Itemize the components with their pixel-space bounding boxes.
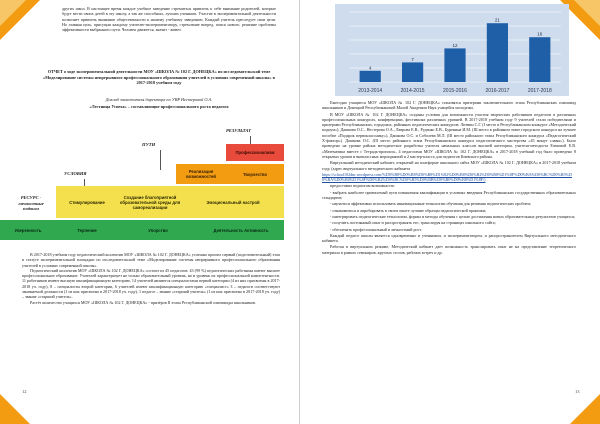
paragraph: Педагогический коллектив МОУ «ШКОЛА № 102 Г. ДОНЕЦКА» состоит из 45 педагогов: 43 (99 %) педагогических работника имеют высшее профессиональное образование. Учителей характеризует не только образовательный уровень, но и уровень их профессиональной компетентности. 11 работников имеют высшую квалификационную категорию, 14 учителей являются специалистами первой категории (4 из них присвоены в 2017-2018 уч. году), 8 – специалисты второй категории, 6 учителей имеют квалификационную категорию «специалист» 3 – педагоги соответствуют занимаемой должности (1 из них присвоено в 2017-2018 уч. году), 1 педагог – звание «старший учитель» (1 из них присвоено в 2017-2018 уч. году) – звание «старший учитель».	[22, 267, 280, 300]
step-professionalism: Профессионализм	[226, 144, 284, 161]
right-body-text	[322, 100, 576, 256]
step-persistence: Упорство	[118, 220, 198, 240]
report-title: ОТЧЕТ о ходе экспериментальной деятельности МОУ «ШКОЛА № 102 Г. ДОНЕЦКА» по исследовательской теме «Моделирование системы непрерывного профессионального образования учителей в условиях современной школы» в 2017-2018 учебном году	[43, 69, 275, 85]
paragraph: - научиться эффективно использовать инновационные технологии обучения для решения педагогических проблем;	[330, 201, 532, 207]
olympiad-winners-bar-chart	[335, 4, 569, 96]
chart-value-label: 7	[411, 56, 414, 62]
chart-value-label: 16	[537, 31, 543, 37]
success-staircase-diagram	[0, 124, 300, 244]
paragraph: - обеспечить профессиональный и личностный рост.	[330, 226, 422, 232]
chart-category-label: 2017-2018	[527, 88, 552, 94]
paragraph: В 2017-2018 учебном году педагогический коллектив МОУ «ШКОЛА № 102 Г. ДОНЕЦКА» успешно прошел первый (подготовительный) этап в статусе экспериментальной площадки по исследовательской теме «Моделирование системы непрерывного профессионального образования учителей в условиях современной школы».	[22, 252, 280, 268]
axis-path-label: ПУТИ	[142, 142, 156, 147]
chart-value-label: 4	[368, 65, 372, 71]
virtual-cabinet-link[interactable]: https://school102dnr.wordpress.com/%D0%B8%D0%B8%D0%B8%D1%82%D0%B8%D0%B2%D0%B8%D1%8F%D0%BA%D0%BC%D0%B5%D0%BA%D0%B0%D1%8F%D0%B2%D0%BC%D0%B5%D0%BB%D0%B0%D0%B8%D1%8F/)	[322, 171, 572, 183]
paragraph: - ознакомиться и апробировать в своем опыте лучшие образцы педагогической практики;	[330, 207, 487, 213]
paragraph: Растёт количество учащихся МОУ «ШКОЛА № 102 Г. ДОНЕЦКА» - призёров II этапа Республиканской олимпиады школьников.	[30, 299, 256, 305]
step-realization: Реализация возможностей	[176, 164, 226, 184]
corner-decoration	[0, 394, 30, 424]
diagram-title: «Лестница Успеха» – составляющие профессионального роста педагога	[89, 104, 229, 109]
chart-value-label: 12	[452, 42, 458, 48]
step-creativity: Творчество	[226, 164, 284, 184]
paragraph: предоставил педагогам возможность:	[330, 183, 396, 189]
arrow-line	[160, 150, 161, 170]
step-activity: Деятельность Активность	[198, 220, 284, 240]
chart-bar	[444, 48, 465, 82]
step-emotional-mood: Эмоциональный настрой	[182, 186, 284, 218]
chart-category-label: 2013-2014	[358, 88, 383, 94]
axis-resources-label: РЕСУРС - личностные подвиги	[18, 195, 44, 211]
paragraph: Ежегодно учащиеся МОУ «ШКОЛА № 102 Г. ДОНЕЦКА» становятся призерами заключительного этапа Республиканских олимпиад школьников и Донецкой Республиканской Малой Академии Наук учащейся молодежи.	[322, 100, 576, 111]
page-number-left: 12	[22, 389, 27, 394]
axis-result-label: РЕЗУЛЬТАТ	[226, 128, 252, 133]
step-patience: Терпение	[56, 220, 118, 240]
chart-category-label: 2016-2017	[485, 88, 510, 94]
corner-decoration	[0, 0, 40, 40]
step-confidence: Уверенность	[0, 220, 56, 240]
intro-paragraph: других школ. В настоящее время каждое учебное заведение стремиться привлечь к себе внимание родителей, которые будут вести своих детей в эту школу, а так же способных, лучших учеников. Участие в экспериментальной деятельности позволяет привлечь внимание общественности к нашему учебному заведению. Каждый учитель преследует свои цели. Но главная цель, присущая каждому учителю-экспериментатору, стремление вперед, поиск нового, решение проблемы эффективности выбранного пути. Человек движется, значит - живет.	[62, 6, 276, 33]
corner-decoration	[570, 394, 600, 424]
chart-bar	[360, 71, 381, 82]
paragraph: - интегрировать педагогические технологии, формы и методы обучения с целью достижения новых образовательных результатов учащихся;	[330, 213, 576, 219]
paragraph: Работая в виртуальном режиме, Методический кабинет дает возможность транслировать опыт не на представление теоретического материала в рамках семинаров, круглых столов, рабочих встреч и др.	[322, 244, 576, 255]
chart-bar	[402, 62, 423, 82]
paragraph: - выбрать наиболее приемлемый пути повышения квалификации в условиях введения Республиканских государственных образовательных стандартов;	[322, 189, 576, 201]
axis-conditions-label: УСЛОВИЯ	[64, 171, 87, 176]
chart-category-label: 2014-2015	[400, 88, 425, 94]
corner-decoration	[0, 0, 26, 26]
chart-bar	[529, 37, 550, 82]
report-author: Доклад заместителя директора по УВР Нестеровой О.А.	[105, 97, 213, 102]
paragraph: Каждый педагог школы является одновременно и ученником, и экспериментатором, и распространителем Виртуального методического кабинета.	[322, 232, 576, 244]
chart-value-label: 21	[494, 17, 500, 23]
page-number-right: 13	[575, 389, 580, 394]
paragraph: - получить постоянный опыт и распространять его, транслируя на страницах школьного сайта;	[330, 220, 496, 226]
step-stimulation: Стимулирование	[56, 186, 118, 218]
step-environment: Создание благоприятной образовательной среды для самореализации	[118, 186, 182, 218]
corner-decoration	[574, 0, 600, 26]
paragraph: В МОУ «ШКОЛА № 102 Г. ДОНЕЦКА» созданы условия для возможности участия творческих работников педагогов в различных профессиональных конкурсах, конференциях, фестивалях различных уровней. В 2017-2018 учебном году 9 учителей стали победителями и призерами Республиканских, городских, районных педагогических конкурсов: Литвин С.Г. (I место в Республиканском конкурсе «Методический подиум»), Дашкова О.С., Нестерова О.А., Лаврова Е.В., Руденко Е.В., Буренина И.М. (III место в районном этапе городского конкурса на лучшее пособие «Подарок первокласснику»), Дашкова О.С. и Соболева М.Л. (III место районного этапа Республиканского конкурса «Педагогический Х-фактор»). Дашкова О.С. (III место районного этапа Республиканского конкурса педагогического мастерства «45 минут славы»). Было проведено на уровне района методическое разработка учителя начальных классов высшей категории, учителя-методиста Езековой Е.В. «Математика вместе с Тетрадь-прописи», 4 педагогами МОУ «ШКОЛА № 102 Г. ДОНЕЦКА» в 2017-2018 учебный год было проведено 8 открытых уроков и внеклассных мероприятий и 2 мастер-класса для педагогов Киевского района.	[322, 111, 576, 159]
chart-bar	[487, 23, 508, 82]
left-bottom-text	[22, 252, 280, 305]
chart-category-label: 2015-2016	[443, 88, 467, 94]
paragraph: Виртуальный методический кабинет, открытый на платформе школьного сайта МОУ «ШКОЛА № 102 Г. ДОНЕЦКА» в 2017-2018 учебном году, (адрес виртуального методического кабинета	[322, 160, 576, 171]
